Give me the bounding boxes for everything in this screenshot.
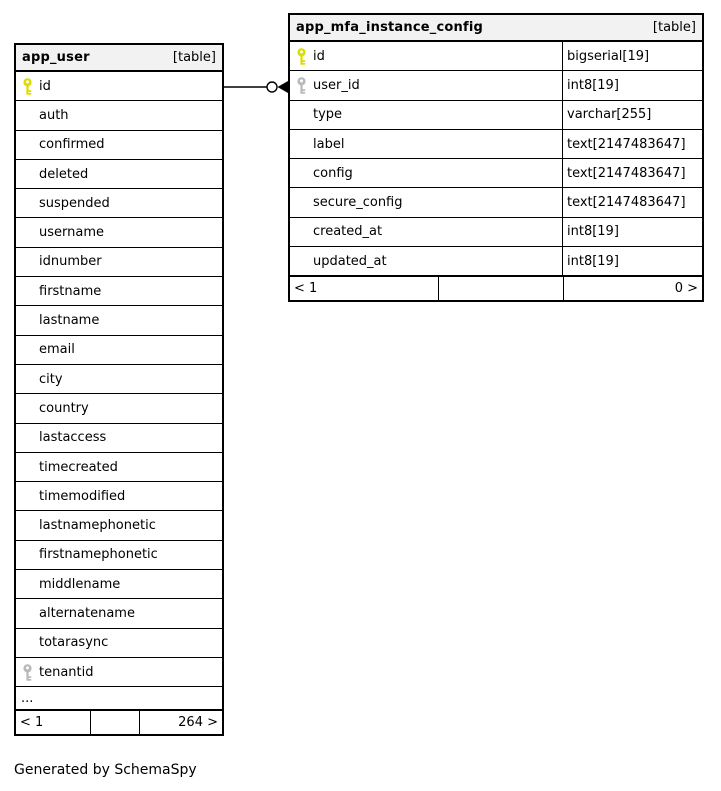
column-name-cell [16,424,222,452]
pagination-cell-middle [438,277,563,300]
column-name-cell [16,218,222,246]
table-name[interactable]: app_user [22,50,90,65]
column-name-cell [290,101,562,129]
key-icon-spacer [22,283,33,300]
generated-by-text: Generated by SchemaSpy [14,762,197,778]
column-row-email [16,336,222,365]
column-name-cell [290,130,562,158]
column-name: secure_config [313,195,403,211]
table-header [290,15,702,42]
column-name-cell [16,658,222,686]
column-name: middlename [39,576,121,592]
column-name: suspended [39,195,110,211]
column-name-cell [16,248,222,276]
column-row-country [16,394,222,423]
table-name[interactable]: app_mfa_instance_config [296,20,483,35]
key-icon-spacer [296,106,307,123]
primary-key-icon [22,78,33,95]
column-row-tenantid [16,658,222,687]
column-name-cell [290,71,562,99]
column-type: text[2147483647] [562,130,702,158]
column-name: username [39,225,104,241]
column-name: lastname [39,313,100,329]
column-name: idnumber [39,254,102,270]
key-icon-spacer [22,576,33,593]
column-name: auth [39,107,69,123]
key-icon-spacer [296,253,307,270]
pagination-cell-middle [90,711,139,734]
column-name-cell [290,42,562,70]
key-icon-spacer [22,459,33,476]
connector-arrowhead [278,81,289,93]
key-icon-spacer [22,546,33,563]
table-type-badge: [table] [172,50,216,65]
column-name-cell [16,453,222,481]
column-name: tenantid [39,664,94,680]
pagination-cell-right: 264 > [139,711,222,734]
column-row-config [290,159,702,188]
column-name: firstname [39,283,102,299]
column-row-firstname [16,277,222,306]
key-icon-spacer [22,107,33,124]
column-row-totarasync [16,629,222,658]
key-icon-spacer [22,195,33,212]
key-icon-spacer [22,605,33,622]
column-row-secure_config [290,188,702,217]
key-icon-spacer [296,165,307,182]
column-type: varchar[255] [562,101,702,129]
key-icon-spacer [22,400,33,417]
key-icon-spacer [296,136,307,153]
column-name: type [313,107,343,123]
column-name: label [313,136,345,152]
column-name-cell [16,687,222,709]
column-type: bigserial[19] [562,42,702,70]
key-icon-spacer [22,312,33,329]
column-name-cell [16,336,222,364]
pagination-cell-left: < 1 [294,281,318,297]
column-name-cell [16,570,222,598]
table-header [16,45,222,72]
key-icon-spacer [22,517,33,534]
column-name-cell [16,365,222,393]
column-row-timecreated [16,453,222,482]
column-row-city [16,365,222,394]
column-name: deleted [39,166,89,182]
key-icon-spacer [22,224,33,241]
primary-key-icon [296,48,307,65]
column-row-user_id [290,71,702,100]
column-row-label [290,130,702,159]
column-row-alternatename [16,599,222,628]
column-row-created_at [290,218,702,247]
column-name-cell [16,131,222,159]
column-name-cell [16,541,222,569]
key-icon-spacer [22,634,33,651]
column-row-lastname [16,306,222,335]
column-type: int8[19] [562,218,702,246]
column-row-timemodified [16,482,222,511]
column-name: updated_at [313,253,387,269]
column-row-username [16,218,222,247]
column-name: id [313,48,325,64]
ellipsis-row [16,687,222,710]
column-row-suspended [16,189,222,218]
column-name: confirmed [39,137,105,153]
column-row-idnumber [16,248,222,277]
column-type: int8[19] [562,71,702,99]
column-row-lastnamephonetic [16,511,222,540]
column-name: lastnamephonetic [39,518,156,534]
column-row-auth [16,101,222,130]
key-icon-spacer [22,429,33,446]
column-name-cell [16,394,222,422]
key-icon-spacer [22,253,33,270]
table-pagination-row [16,710,222,734]
column-row-lastaccess [16,424,222,453]
column-row-confirmed [16,131,222,160]
column-type: text[2147483647] [562,188,702,216]
column-name: totarasync [39,635,109,651]
table-pagination-row [290,276,702,300]
column-name: country [39,400,89,416]
key-icon-spacer [296,223,307,240]
column-name-cell [16,101,222,129]
column-name-cell [16,160,222,188]
column-row-id [16,72,222,101]
column-name: ... [21,690,34,706]
table-type-badge: [table] [652,20,696,35]
pagination-cell-left: < 1 [20,715,44,731]
column-row-id [290,42,702,71]
column-name-cell [16,189,222,217]
column-name: user_id [313,77,360,93]
column-name: email [39,342,75,358]
key-icon-spacer [22,166,33,183]
entity-table-app-user [14,43,224,736]
column-row-middlename [16,570,222,599]
key-icon-spacer [296,194,307,211]
foreign-key-icon [22,664,33,681]
key-icon-spacer [22,371,33,388]
column-name: lastaccess [39,430,107,446]
column-name-cell [16,511,222,539]
pagination-cell-right: 0 > [563,277,702,300]
key-icon-spacer [22,341,33,358]
column-name-cell [16,306,222,334]
column-row-firstnamephonetic [16,541,222,570]
column-name-cell [290,188,562,216]
column-type: int8[19] [562,247,702,275]
key-icon-spacer [22,488,33,505]
column-name: id [39,78,51,94]
entity-table-app-mfa-instance-config [288,13,704,302]
column-name: firstnamephonetic [39,547,158,563]
column-name-cell [16,599,222,627]
column-name: city [39,371,63,387]
relationship-connector [222,76,288,98]
column-name: created_at [313,224,383,240]
column-name-cell [290,159,562,187]
column-name-cell [16,72,222,100]
foreign-key-icon [296,77,307,94]
column-name-cell [290,218,562,246]
column-row-type [290,101,702,130]
column-name-cell [16,277,222,305]
connector-circle-endpoint [267,82,277,92]
key-icon-spacer [22,136,33,153]
column-name-cell [290,247,562,275]
column-name-cell [16,629,222,657]
column-row-deleted [16,160,222,189]
column-type: text[2147483647] [562,159,702,187]
column-row-updated_at [290,247,702,276]
column-name: timecreated [39,459,118,475]
column-name: alternatename [39,605,135,621]
column-name: config [313,165,353,181]
column-name: timemodified [39,488,126,504]
column-name-cell [16,482,222,510]
